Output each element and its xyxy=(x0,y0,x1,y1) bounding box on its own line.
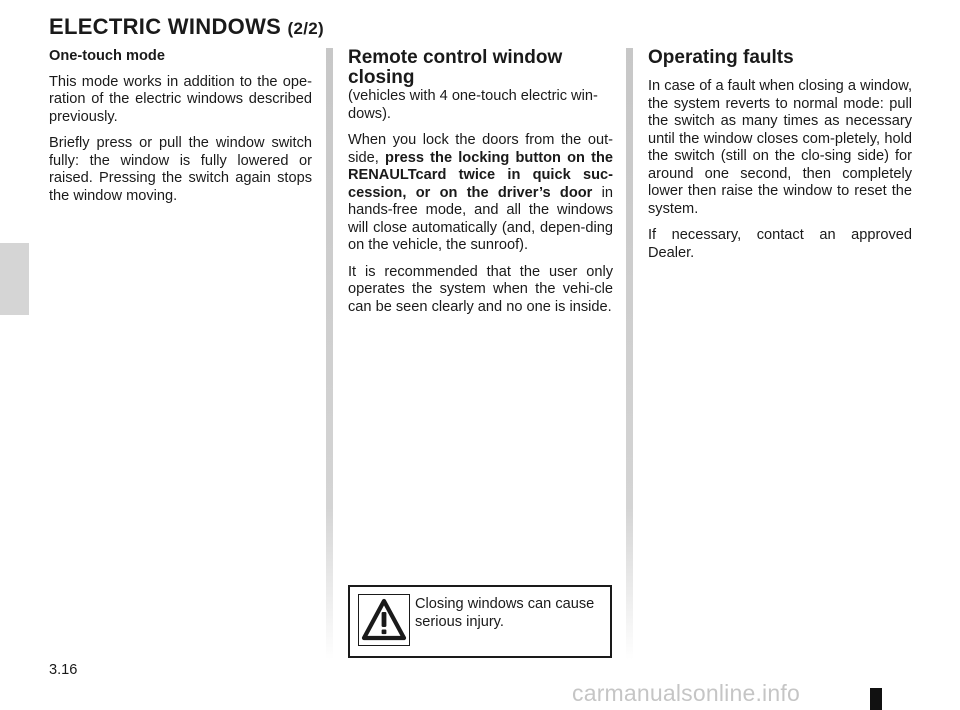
corner-marker xyxy=(870,688,882,710)
warning-box xyxy=(348,585,612,658)
page-number: 3.16 xyxy=(49,662,78,678)
body-paragraph: If necessary, contact an approved Dealer. xyxy=(648,227,912,261)
watermark: carmanualsonline.info xyxy=(572,680,800,706)
section-heading: Remote control window closing xyxy=(348,47,563,88)
section-heading: Operating faults xyxy=(648,47,794,68)
column-operating-faults xyxy=(648,48,912,271)
body-paragraph: This mode works in addition to the ope-ration of the electric windows described previously. xyxy=(49,73,312,125)
warning-text: Closing windows can cause serious injury. xyxy=(415,596,595,630)
page-title-suffix: (2/2) xyxy=(287,19,325,38)
column-divider xyxy=(326,48,333,660)
page-title-text: ELECTRIC WINDOWS xyxy=(49,14,282,39)
warning-triangle-icon xyxy=(358,594,410,646)
body-paragraph: In case of a fault when closing a window, the system reverts to normal mode: pull the switch as many times as necessary until the window closes com-pletely, hold the switch (still on the clo-sing side) for around one second, then completely lower then raise the window to reset the system. xyxy=(648,78,912,217)
section-subheading: One-touch mode xyxy=(49,48,165,64)
column-divider xyxy=(626,48,633,660)
column-one-touch-mode xyxy=(49,48,312,214)
body-paragraph: Briefly press or pull the window switch fully: the window is fully lowered or raised. Pressing the switch again stops the window moving. xyxy=(49,135,312,204)
body-paragraph: It is recommended that the user only operates the system when the vehi-cle can be seen clearly and no one is inside. xyxy=(348,263,613,315)
paragraph-tail: in hands-free mode, and all the windows will close automatically (and, depen-ding on the vehicle, the sunroof). xyxy=(348,184,613,253)
chapter-tab xyxy=(0,243,29,315)
vehicle-note: (vehicles with 4 one-touch electric win-dows). xyxy=(348,88,598,122)
paragraph-lead: When you lock the doors from the out-side, xyxy=(348,132,613,166)
page-title xyxy=(49,14,324,40)
body-paragraph xyxy=(348,132,613,255)
column-remote-closing xyxy=(348,48,613,325)
paragraph-emphasis: press the locking button on the RENAULTcard twice in quick suc-cession, or on the driver’s door xyxy=(348,149,613,201)
